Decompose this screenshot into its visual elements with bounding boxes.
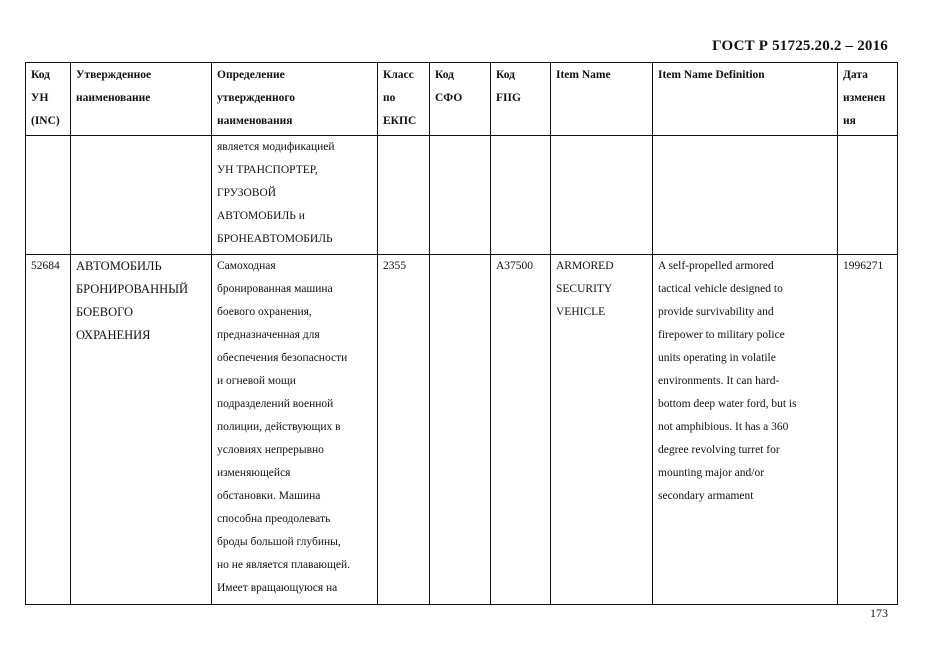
header-definition: Определение утвержденного наименования — [212, 63, 378, 136]
header-ekps-class: Класс по ЕКПС — [378, 63, 430, 136]
cell-fiig-code — [491, 136, 551, 255]
catalog-table — [25, 62, 898, 605]
header-fiig-code: Код FIIG — [491, 63, 551, 136]
cell-ekps-class — [378, 136, 430, 255]
cell-change-date: 1996271 — [838, 255, 898, 605]
cell-sfo-code — [430, 255, 491, 605]
header-sfo-code: Код СФО — [430, 63, 491, 136]
header-change-date: Дата изменен ия — [838, 63, 898, 136]
cell-approved-name — [71, 136, 212, 255]
document-standard-header: ГОСТ Р 51725.20.2 – 2016 — [712, 38, 888, 54]
cell-sfo-code — [430, 136, 491, 255]
header-approved-name: Утвержденное наименование — [71, 63, 212, 136]
cell-change-date — [838, 136, 898, 255]
cell-definition: является модификацией УН ТРАНСПОРТЕР, ГРУЗОВОЙ АВТОМОБИЛЬ и БРОНЕАВТОМОБИЛЬ — [212, 136, 378, 255]
cell-inc: 52684 — [26, 255, 71, 605]
cell-definition: Самоходная бронированная машина боевого охранения, предназначенная для обеспечения безопасности и огневой мощи подразделений военной полиции, действующих в условиях непрерывно изменяющейся обстановки. Машина способна преодолевать броды большой глубины, но не является плавающей. Имеет вращающуюся на — [212, 255, 378, 605]
table-header-row — [26, 63, 898, 136]
cell-fiig-code: A37500 — [491, 255, 551, 605]
header-item-name: Item Name — [551, 63, 653, 136]
cell-item-name-definition — [653, 136, 838, 255]
header-item-name-definition: Item Name Definition — [653, 63, 838, 136]
table-row — [26, 255, 898, 605]
table-row — [26, 136, 898, 255]
cell-item-name-definition: A self-propelled armored tactical vehicle designed to provide survivability and firepower to military police units operating in volatile environments. It can hard- bottom deep water ford, but is not amphibious. It has a 360 degree revolving turret for mounting major and/or secondary armament — [653, 255, 838, 605]
cell-item-name: ARMORED SECURITY VEHICLE — [551, 255, 653, 605]
page-number: 173 — [870, 606, 888, 620]
cell-ekps-class: 2355 — [378, 255, 430, 605]
header-inc: Код УН (INC) — [26, 63, 71, 136]
cell-item-name — [551, 136, 653, 255]
cell-approved-name: АВТОМОБИЛЬ БРОНИРОВАННЫЙ БОЕВОГО ОХРАНЕНИЯ — [71, 255, 212, 605]
cell-inc — [26, 136, 71, 255]
